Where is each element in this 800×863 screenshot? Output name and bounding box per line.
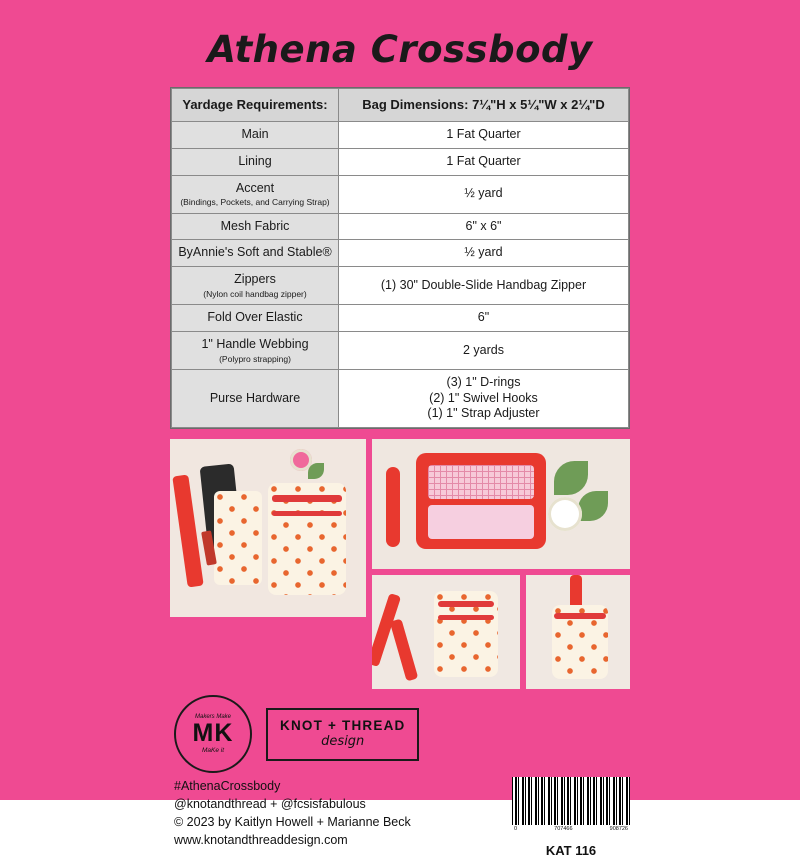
row-sublabel-text: (Bindings, Pockets, and Carrying Strap)	[180, 197, 330, 208]
table-row	[172, 240, 629, 267]
website-text: www.knotandthreaddesign.com	[174, 833, 348, 848]
makers-make-logo	[174, 695, 252, 773]
table-row	[172, 370, 629, 428]
yardage-requirements-table	[170, 87, 630, 429]
photo-bag-flat-lay-with-strap	[372, 575, 520, 689]
value-line: (2) 1" Swivel Hooks	[429, 390, 538, 405]
social-handles-text: @knotandthread + @fcsisfabulous	[174, 797, 366, 812]
table-row	[172, 305, 629, 332]
row-label-text: 1" Handle Webbing	[201, 336, 309, 351]
table-row	[172, 213, 629, 240]
knot-thread-design-word: design	[321, 733, 365, 749]
value-line: (1) 1" Strap Adjuster	[427, 406, 540, 421]
table-row	[172, 122, 629, 149]
row-value-mesh-fabric: 6" x 6"	[339, 213, 629, 240]
header-cell-dimensions	[339, 89, 629, 122]
row-label-text: Lining	[238, 153, 272, 168]
barcode-right-digits: 908726	[609, 826, 628, 832]
row-value-lining: 1 Fat Quarter	[339, 148, 629, 175]
barcode-numbers	[512, 825, 630, 834]
row-label-lining	[172, 148, 339, 175]
row-label-accent	[172, 175, 339, 213]
row-label-text: Zippers	[234, 272, 276, 286]
barcode-image	[512, 777, 630, 825]
row-label-fold-over-elastic	[172, 305, 339, 332]
table-row	[172, 267, 629, 305]
row-value-zippers: (1) 30" Double-Slide Handbag Zipper	[339, 267, 629, 305]
barcode-block	[512, 777, 630, 861]
mk-monogram: MK	[192, 718, 234, 747]
page-title: Athena Crossbody	[207, 28, 593, 71]
mk-bottom-text: MaKe it	[201, 746, 225, 754]
value-line: (3) 1" D-rings	[446, 375, 521, 390]
photo-bag-with-accessories	[170, 439, 366, 617]
row-label-text: Purse Hardware	[209, 390, 301, 405]
knot-and-thread-logo	[266, 708, 419, 761]
row-label-main	[172, 122, 339, 149]
photo-bag-hanging-front	[526, 575, 630, 689]
row-label-text: Mesh Fabric	[220, 218, 290, 233]
knot-thread-name: KNOT + THREAD	[280, 717, 406, 733]
logo-row	[170, 695, 630, 773]
header-yardage-line1: Yardage	[182, 97, 233, 112]
sku-code: KAT 116	[545, 842, 597, 858]
table-header-row	[172, 89, 629, 122]
barcode-left-digit: 0	[514, 826, 518, 832]
barcode-mid-digits: 707466	[554, 826, 573, 832]
row-value-soft-and-stable: ½ yard	[339, 240, 629, 267]
header-yardage-line2: Requirements:	[236, 97, 328, 112]
row-sublabel-text: (Polypro strapping)	[219, 353, 291, 364]
row-label-text: Main	[241, 127, 269, 142]
row-value-accent: ½ yard	[339, 175, 629, 213]
row-label-zippers	[172, 267, 339, 305]
row-label-mesh-fabric	[172, 213, 339, 240]
row-value-fold-over-elastic: 6"	[339, 305, 629, 332]
header-cell-yardage	[172, 89, 339, 122]
row-label-handle-webbing	[172, 331, 339, 369]
header-dimensions-line2: 7¼"H x 5¼"W x 2¼"D	[472, 97, 605, 112]
photo-collage	[170, 439, 630, 689]
table-row	[172, 331, 629, 369]
table-row	[172, 148, 629, 175]
copyright-text: © 2023 by Kaitlyn Howell + Marianne Beck	[174, 815, 411, 830]
row-label-purse-hardware	[172, 370, 339, 428]
row-value-handle-webbing: 2 yards	[339, 331, 629, 369]
row-label-soft-and-stable	[172, 240, 339, 267]
mk-top-text: Makers Make	[194, 713, 231, 720]
row-value-main: 1 Fat Quarter	[339, 122, 629, 149]
row-value-purse-hardware	[339, 370, 629, 428]
row-label-text: ByAnnie's Soft and Stable®	[178, 245, 332, 260]
header-dimensions-line1: Bag Dimensions:	[362, 97, 469, 112]
row-label-text: Fold Over Elastic	[207, 310, 303, 325]
row-label-text: Accent	[235, 180, 275, 195]
hashtag-text: #AthenaCrossbody	[174, 779, 281, 793]
photo-bag-interior-mesh	[372, 439, 630, 569]
footer	[170, 777, 630, 863]
table-row	[172, 175, 629, 213]
row-sublabel-text: (Nylon coil handbag zipper)	[203, 288, 307, 299]
